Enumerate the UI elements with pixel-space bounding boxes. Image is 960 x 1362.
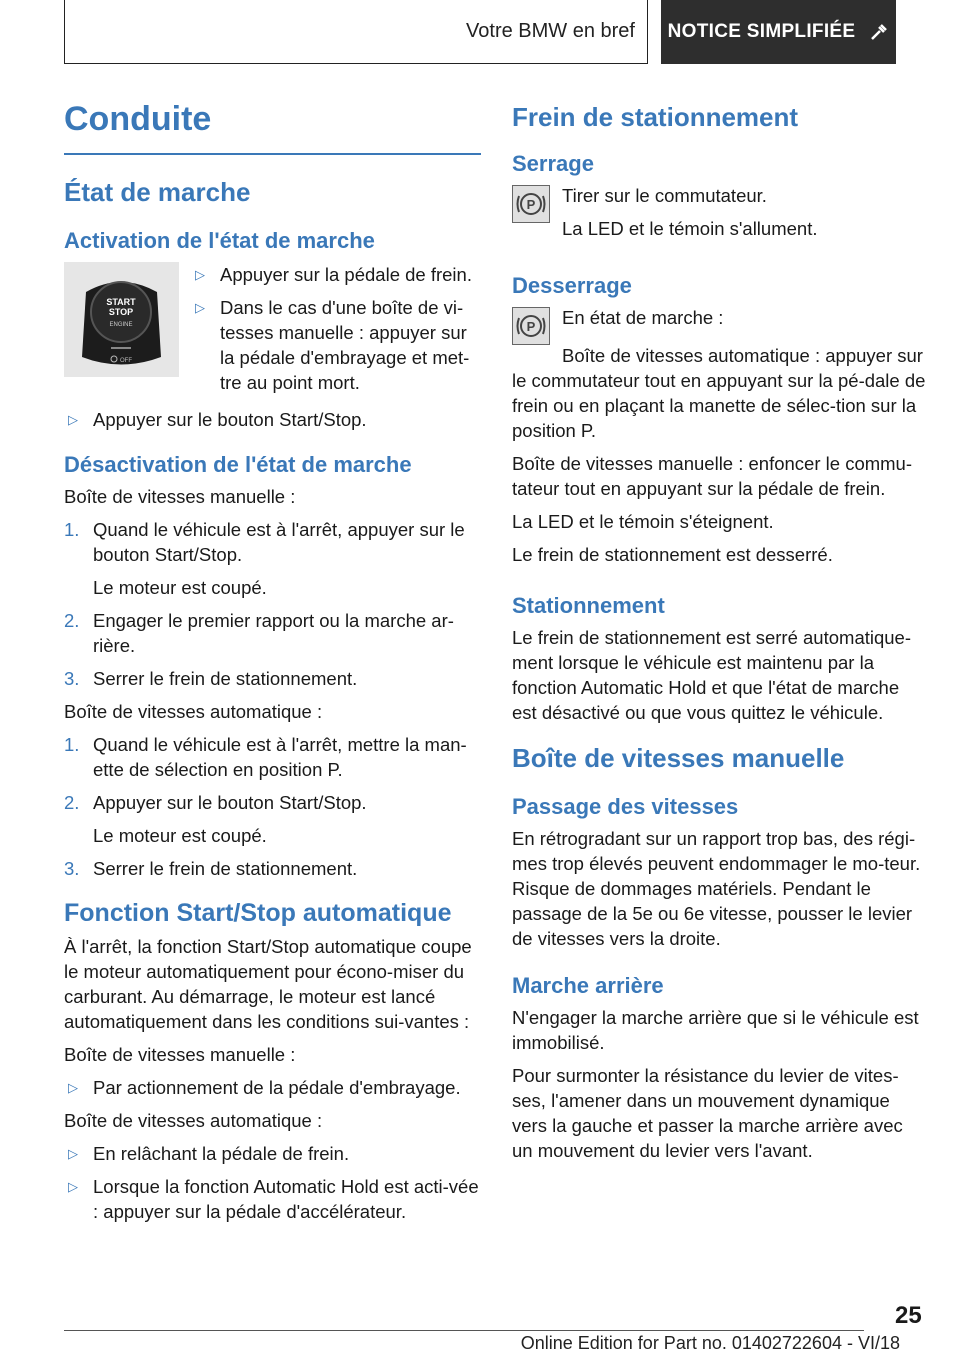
header-section-label: Votre BMW en bref bbox=[466, 20, 635, 42]
list-item: ▷ En relâchant la pédale de frein. bbox=[64, 1141, 481, 1166]
serrage-text-2: La LED et le témoin s'allument. bbox=[562, 218, 818, 239]
desserrage-row bbox=[512, 305, 928, 345]
parking-brake-icon bbox=[512, 185, 550, 223]
footer-divider bbox=[64, 1330, 864, 1331]
activation-bullets bbox=[191, 262, 481, 403]
header-section bbox=[64, 0, 648, 64]
triangle-bullet-icon: ▷ bbox=[68, 1179, 78, 1194]
svg-text:P: P bbox=[526, 197, 536, 212]
footer-edition: Online Edition for Part no. 01402722604 - VI/18 bbox=[520, 1333, 900, 1353]
wrench-icon bbox=[869, 22, 889, 42]
desserrage-text-5: Le frein de stationnement est desserré. bbox=[512, 544, 833, 565]
desserrage-text-1: En état de marche : bbox=[562, 307, 724, 328]
desserrage-text-2: Boîte de vitesses automatique : appuyer sur le commutateur tout en appuyant sur la pé-dale de frein ou en plaçant la manette de sélec-tion sur la position P. bbox=[512, 345, 926, 441]
parking-brake-icon bbox=[512, 307, 550, 345]
right-column bbox=[512, 100, 928, 1171]
auto-label: Boîte de vitesses automatique : bbox=[64, 701, 323, 722]
heading-marche-arriere: Marche arrière bbox=[512, 973, 664, 998]
desserrage-text-4: La LED et le témoin s'éteignent. bbox=[512, 511, 774, 532]
list-item: 1. Quand le véhicule est à l'arrêt, mettre la man-ette de sélection en position P. bbox=[64, 734, 467, 780]
list-item: ▷ Appuyer sur le bouton Start/Stop. bbox=[64, 407, 481, 432]
svg-text:P: P bbox=[526, 319, 536, 334]
off-label: OFF bbox=[120, 358, 132, 364]
heading-frein: Frein de stationnement bbox=[512, 102, 799, 132]
stop-label: STOP bbox=[108, 307, 134, 317]
f-auto-label: Boîte de vitesses automatique : bbox=[64, 1110, 323, 1131]
activation-row bbox=[64, 262, 481, 403]
heading-desactivation: Désactivation de l'état de marche bbox=[64, 452, 412, 477]
list-item: 3. Serrer le frein de stationnement. bbox=[64, 668, 358, 689]
heading-passage: Passage des vitesses bbox=[512, 794, 739, 819]
step-note: Le moteur est coupé. bbox=[93, 825, 267, 846]
heading-stationnement: Stationnement bbox=[512, 593, 665, 618]
passage-text: En rétrogradant sur un rapport trop bas, des régi-mes trop élevés peuvent endommager le mo-teur. Risque de dommages matériels. Pendant le passage de la 5e ou 6e vitesse, pousser le levier de vitesses vers la droite. bbox=[512, 828, 921, 949]
marche-text-1: N'engager la marche arrière que si le véhicule est immobilisé. bbox=[512, 1007, 919, 1053]
stationnement-text: Le frein de stationnement est serré automatique-ment lorsque le véhicule est maintenu par la fonction Automatic Hold et que l'état de marche est désactivé ou que vous quittez le véhicule. bbox=[512, 627, 912, 723]
list-item: ▷ Par actionnement de la pédale d'embrayage. bbox=[64, 1075, 481, 1100]
header-tab-label: NOTICE SIMPLIFIÉE bbox=[667, 21, 856, 42]
list-item: ▷ Lorsque la fonction Automatic Hold est acti-vée : appuyer sur la pédale d'accélérateur. bbox=[64, 1174, 481, 1224]
page-number: 25 bbox=[895, 1302, 922, 1329]
heading-activation: Activation de l'état de marche bbox=[64, 228, 375, 253]
list-item: 3. Serrer le frein de stationnement. bbox=[64, 858, 358, 879]
triangle-bullet-icon: ▷ bbox=[195, 300, 205, 315]
list-item: ▷ Dans le cas d'une boîte de vi-tesses manuelle : appuyer sur la pédale d'embrayage et met-tre au point mort. bbox=[191, 295, 481, 395]
step-note: Le moteur est coupé. bbox=[93, 577, 267, 598]
engine-label: ENGINE bbox=[109, 322, 133, 328]
f-manual-label: Boîte de vitesses manuelle : bbox=[64, 1044, 296, 1065]
triangle-bullet-icon: ▷ bbox=[68, 412, 78, 427]
fonction-text: À l'arrêt, la fonction Start/Stop automatique coupe le moteur automatiquement pour écono-miser du carburant. Au démarrage, le moteur est lancé automatiquement dans les conditions sui-vantes : bbox=[64, 936, 472, 1032]
marche-text-2: Pour surmonter la résistance du levier de vites-ses, l'amener dans un mouvement dynamique vers la gauche et passer la marche arrière avec un mouvement du levier vers l'avant. bbox=[512, 1065, 903, 1161]
manual-label: Boîte de vitesses manuelle : bbox=[64, 486, 296, 507]
list-item: 2. Engager le premier rapport ou la marche ar-rière. bbox=[64, 610, 454, 656]
triangle-bullet-icon: ▷ bbox=[68, 1146, 78, 1161]
triangle-bullet-icon: ▷ bbox=[68, 1080, 78, 1095]
serrage-text-1: Tirer sur le commutateur. bbox=[562, 185, 767, 206]
heading-desserrage: Desserrage bbox=[512, 273, 632, 298]
heading-fonction: Fonction Start/Stop automatique bbox=[64, 899, 452, 927]
list-item: 1. Quand le véhicule est à l'arrêt, appuyer sur le bouton Start/Stop. bbox=[64, 519, 465, 565]
start-label: START bbox=[106, 297, 136, 307]
header-tab bbox=[661, 0, 896, 64]
heading-serrage: Serrage bbox=[512, 151, 594, 176]
heading-boite-manuelle: Boîte de vitesses manuelle bbox=[512, 743, 845, 773]
left-column bbox=[64, 100, 481, 1232]
start-stop-button-image bbox=[64, 262, 179, 377]
page-title: Conduite bbox=[64, 100, 481, 155]
list-item: 2. Appuyer sur le bouton Start/Stop. bbox=[64, 792, 367, 813]
list-item: ▷ Appuyer sur la pédale de frein. bbox=[191, 262, 481, 287]
heading-etat: État de marche bbox=[64, 177, 251, 207]
serrage-row bbox=[512, 183, 928, 249]
triangle-bullet-icon: ▷ bbox=[195, 267, 205, 282]
desserrage-text-3: Boîte de vitesses manuelle : enfoncer le commu-tateur tout en appuyant sur la pédale de frein. bbox=[512, 453, 912, 499]
